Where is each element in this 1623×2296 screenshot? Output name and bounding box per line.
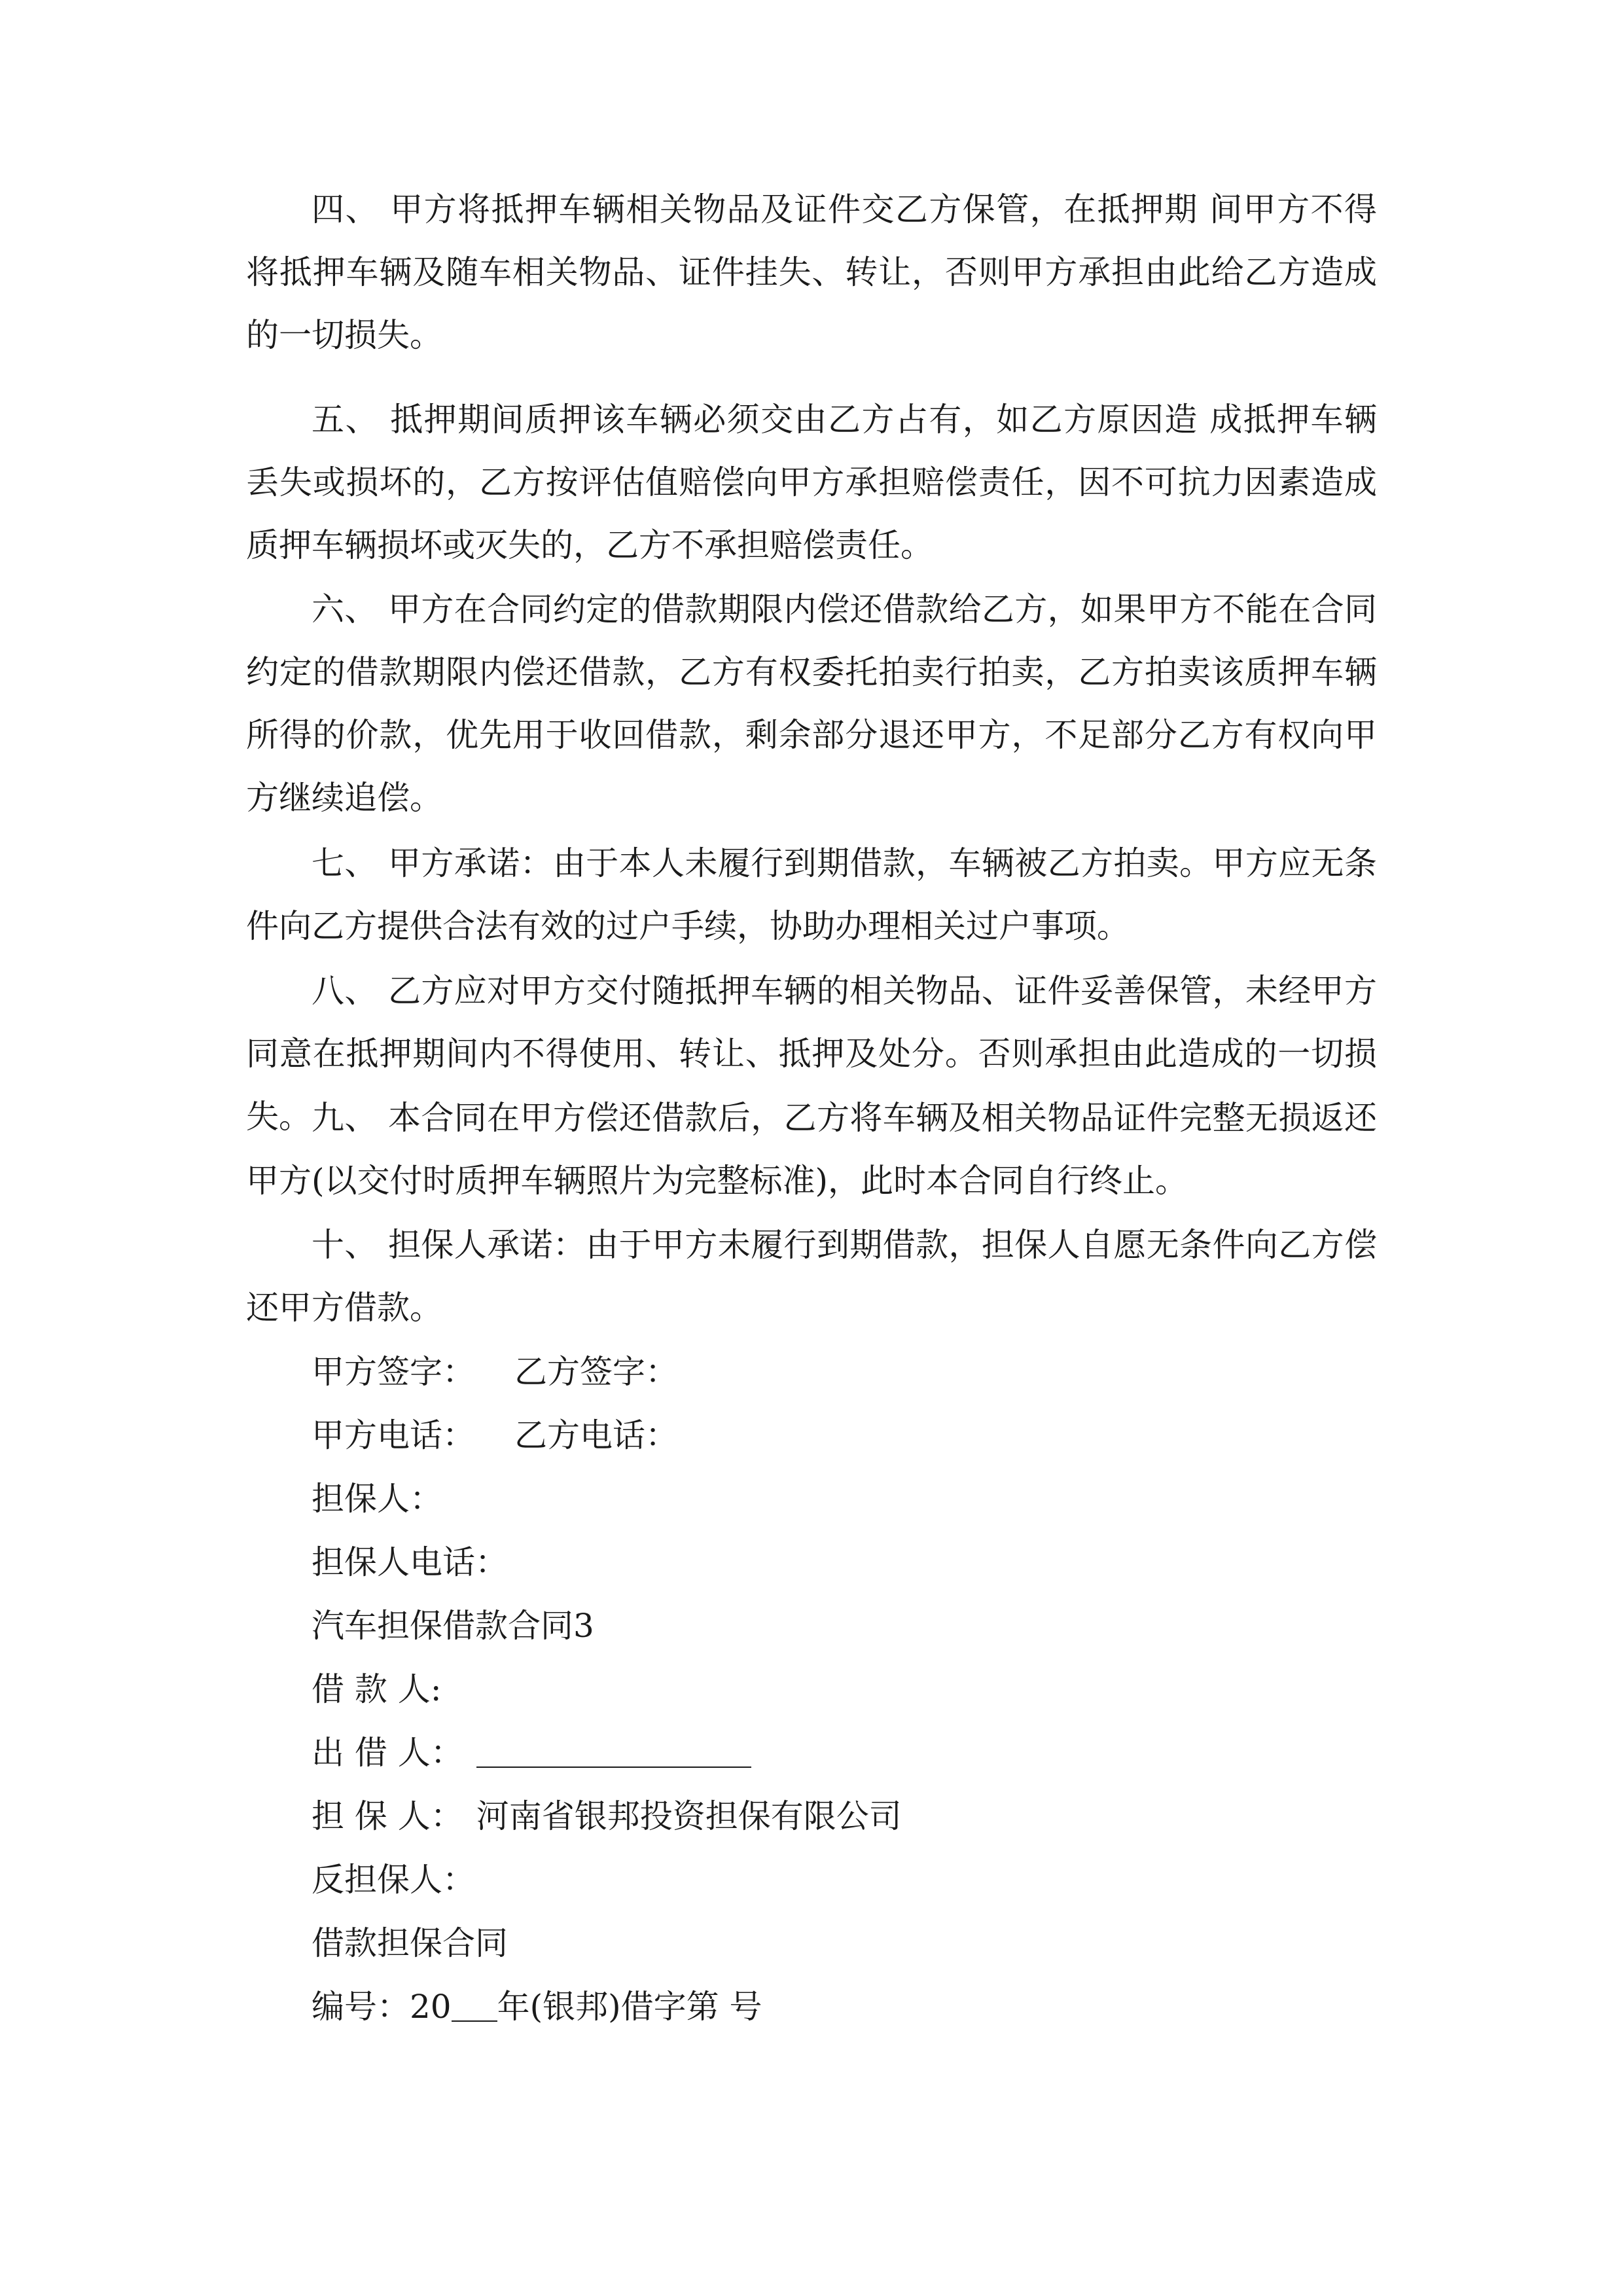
- contract-number-blank: [452, 1994, 497, 2022]
- guarantor-company-line: [312, 1785, 902, 1848]
- lender-label: 出 借 人：: [312, 1734, 463, 1772]
- contract3-title: 汽车担保借款合同3: [312, 1607, 594, 1645]
- guarantor-company-label: 担 保 人：: [312, 1797, 463, 1835]
- lender-blank: [476, 1740, 751, 1768]
- guarantee-contract-subtitle: 借款担保合同: [312, 1924, 508, 1962]
- clause-10: 十、 担保人承诺：由于甲方未履行到期借款，担保人自愿无条件向乙方偿还甲方借款。: [246, 1226, 1377, 1327]
- counter-guarantor-label: 反担保人：: [312, 1861, 475, 1899]
- party-a-phone-label: 甲方电话：: [312, 1416, 475, 1454]
- clause-4: 四、 甲方将抵押车辆相关物品及证件交乙方保管，在抵押期 间甲方不得将抵押车辆及随车相关物品、证件挂失、转让，否则甲方承担由此给乙方造成的一切损失。: [246, 190, 1377, 354]
- contract-number-line: [312, 1975, 762, 2038]
- party-b-phone-label: 乙方电话：: [514, 1416, 678, 1454]
- phone-line: [312, 1404, 678, 1467]
- guarantor-phone-label: 担保人电话：: [312, 1543, 508, 1581]
- signature-line: [312, 1340, 678, 1403]
- clause-6: 六、 甲方在合同约定的借款期限内偿还借款给乙方，如果甲方不能在合同约定的借款期限内偿还借款，乙方有权委托拍卖行拍卖，乙方拍卖该质押车辆所得的价款，优先用于收回借款，剩余部分退还甲方，不足部分乙方有权向甲方继续追偿。: [246, 590, 1377, 817]
- lender-line: [312, 1721, 751, 1784]
- clause-7: 七、 甲方承诺：由于本人未履行到期借款，车辆被乙方拍卖。甲方应无条件向乙方提供合法有效的过户手续，协助办理相关过户事项。: [246, 844, 1377, 945]
- clause-8: 八、 乙方应对甲方交付随抵押车辆的相关物品、证件妥善保管，未经甲方同意在抵押期间内不得使用、转让、抵押及处分。否则承担由此造成的一切损失。: [246, 972, 1377, 1136]
- borrower-label: 借 款 人:: [312, 1670, 442, 1708]
- guarantor-label: 担保人：: [312, 1480, 442, 1518]
- party-b-sign-label: 乙方签字：: [514, 1353, 678, 1391]
- contract-number-prefix: 编号：20: [312, 1988, 452, 2026]
- party-a-sign-label: 甲方签字：: [312, 1353, 475, 1391]
- clause-5: 五、 抵押期间质押该车辆必须交由乙方占有，如乙方原因造 成抵押车辆丢失或损坏的，乙方按评估值赔偿向甲方承担赔偿责任，因不可抗力因素造成质押车辆损坏或灭失的，乙方不承担赔偿责任。: [246, 401, 1377, 564]
- clause-9: 九、 本合同在甲方偿还借款后，乙方将车辆及相关物品证件完整无损返还甲方(以交付时质押车辆照片为完整标准)，此时本合同自行终止。: [246, 1099, 1377, 1200]
- guarantor-company-name: 河南省银邦投资担保有限公司: [476, 1797, 902, 1835]
- contract-number-suffix: 年(银邦)借字第 号: [497, 1988, 762, 2026]
